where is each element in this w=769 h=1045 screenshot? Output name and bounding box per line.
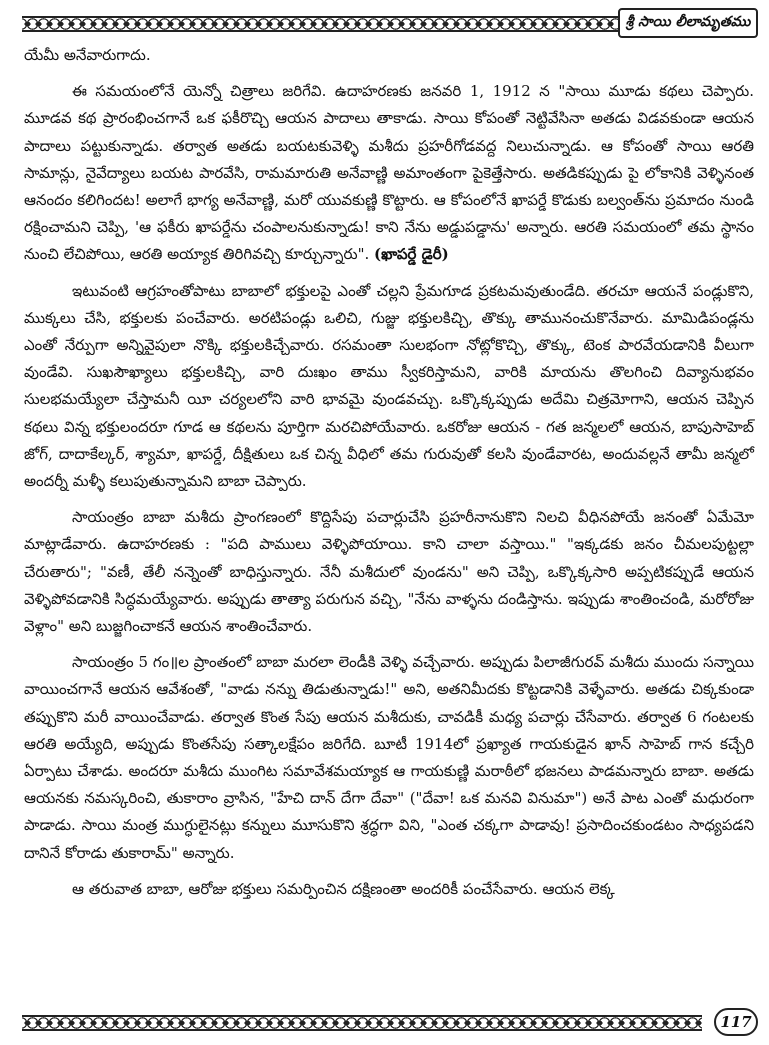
page-number: 117 — [714, 1008, 758, 1036]
header-ornament-border — [22, 16, 622, 32]
paragraph-6: ఆ తరువాత బాబా, ఆరోజు భక్తులు సమర్పించిన దక్షిణంతా అందరికీ పంచేసేవారు. ఆయన లెక్క — [72, 879, 615, 898]
footer-ornament-border — [22, 1015, 702, 1031]
paragraph-2 — [24, 78, 754, 268]
page-header — [22, 8, 758, 38]
paragraph-4: సాయంత్రం బాబా మశీదు ప్రాంగణంలో కొద్దిసేపు పచార్లుచేసి ప్రహరీనానుకొని నిలచి వీధినపోయే జనంతో ఏమేమో మాట్లాడేవారు. ఉదాహరణకు : "పది పాములు వెళ్ళిపోయాయి. కాని చాలా వస్తాయి." "ఇక్కడకు జనం చీమలపుట్టల్లా చేరుతారు"; "వణీ, తేలీ నన్నెంతో బాధిస్తున్నారు. నేనీ మశీదులో వుండను" అని చెప్పి, ఒక్కొక్కసారి అప్పటికప్పుడే ఆయన వెళ్ళిపోవడానికి సిద్ధమయ్యేవారు. అప్పుడు తాత్యా పరుగున వచ్చి, "నేను వాళ్ళను దండిస్తాను. ఇప్పుడు శాంతించండి, మరోరోజు వెళ్లాం" అని బుజ్జగించాకనే ఆయన శాంతించేవారు. — [24, 508, 754, 636]
paragraph-5: సాయంత్రం 5 గం॥ల ప్రాంతంలో బాబా మరలా లెండీకి వెళ్ళి వచ్చేవారు. అప్పుడు పిలాజీగురవ్ మశీదు ముందు సన్నాయి వాయించగానే ఆయన ఆవేశంతో, "వాడు నన్ను తిడుతున్నాడు!" అని, అతనిమీదకు కొట్టడానికి వెళ్ళేవారు. అతడు చిక్కకుండా తప్పుకొని మరీ వాయించేవాడు. తర్వాత కొంత సేపు ఆయన మశీదుకు, చావడికీ మధ్య పచార్లు చేసేవారు. తర్వాత 6 గంటలకు ఆరతి అయ్యేది, అప్పుడు కొంతసేపు సత్కాలక్షేపం జరిగేది. బూటీ 1914లో ప్రఖ్యాత గాయకుడైన ఖాన్ సాహెబ్ గాన కచ్చేరి ఏర్పాటు చేశాడు. అందరూ మశీదు ముంగిట సమావేశమయ్యాక ఆ గాయకుణ్ణి మరాఠీలో భజనలు పాడమన్నారు బాబా. అతడు ఆయనకు నమస్కరించి, తుకారాం వ్రాసిన, "హేచి దాన్ దేగా దేవా" ("దేవా! ఒక మనవి వినుమా") అనే పాట ఎంతో మధురంగా పాడాడు. సాయి మంత్ర ముగ్ధులైనట్లు కన్నులు మూసుకొని శ్రద్ధగా విని, "ఎంత చక్కగా పాడావు! ప్రసాదించకుండటం సాధ్యపడని దానినే కోరాడు తుకారామ్" అన్నారు. — [24, 653, 754, 862]
page-footer — [22, 1008, 758, 1038]
paragraph-1: యేమీ అనేవారుగాదు. — [24, 46, 151, 64]
paragraph-2-text: ఈ సమయంలోనే యెన్నో చిత్రాలు జరిగేవి. ఉదాహరణకు జనవరి 1, 1912 న "సాయి మూడు కథలు చెప్పారు. మూడవ కథ ప్రారంభించగానే ఒక ఫకీరొచ్చి ఆయన పాదాలు తాకాడు. సాయి కోపంతో నెట్టివేసినా అతడు విడవకుండా ఆయన పాదాలు పట్టుకున్నాడు. తర్వాత అతడు బయటకువెళ్ళి మశీదు ప్రహరీగోడవద్ద నిలుచున్నాడు. ఆ కోపంతో సాయి ఆరతి సామాన్లు, నైవేద్యాలు బయట పారవేసి, రామమారుతి అనేవాణ్ణి అమాంతంగా పైకెత్తేసారు. అతడికప్పుడు పై లోకానికి వెళ్ళినంత ఆనందం కలిగిందట! అలాగే భాగ్య అనేవాణ్ణి, మరో యువకుణ్ణి కొట్టారు. ఆ కోపంలోనే ఖాపర్డే కొడుకు బల్వంత్‌ను ప్రమాదం నుండి రక్షించామని చెప్పి, 'ఆ ఫకీరు ఖాపర్డేను చంపాలనుకున్నాడు! కాని నేను అడ్డుపడ్డాను' అన్నారు. ఆరతి సమయంలో తమ స్థానం నుంచి లేచిపోయి, ఆరతి అయ్యాక తిరిగివచ్చి కూర్చున్నారు". — [24, 82, 754, 264]
diary-citation: (ఖాపర్డే డైరీ) — [374, 245, 449, 264]
running-title: శ్రీ సాయి లీలామృతము — [618, 8, 758, 38]
page-body — [24, 42, 754, 912]
paragraph-3: ఇటువంటి ఆగ్రహంతోపాటు బాబాలో భక్తులపై ఎంతో చల్లని ప్రేమగూడ ప్రకటమవుతుండేది. తరచూ ఆయనే పండ్లుకొని, ముక్కలు చేసి, భక్తులకు పంచేవారు. అరటిపండ్లు ఒలిచి, గుజ్జు భక్తులకిచ్చి, తొక్కు తామునంచుకొనేవారు. మామిడిపండ్లను ఎంతో నేర్పుగా అన్నివైపులా నొక్కి భక్తులకిచ్చేవారు. రసమంతా సులభంగా నోట్లోకొచ్చి, తొక్కు, టెంక పారవేయడానికి వీలుగా వుండేవి. సుఖసౌఖ్యాలు భక్తులకిచ్చి, వారి దుఃఖం తాము స్వీకరిస్తామని, వారికి మాయను తొలగించి దివ్యానుభవం సులభమయ్యేలా చేస్తామనీ యీ చర్యలలోని వారి భావమై వుండవచ్చు. ఒక్కొక్కప్పుడు అదేమి చిత్రమోగాని, ఆయన చెప్పిన కథలు విన్న భక్తులందరూ గూడ ఆ కథలను పూర్తిగా మరచిపోయేవారు. ఒకరోజు ఆయన - గత జన్మలలో ఆయన, బాపుసాహెబ్ జోగ్, దాదాకేల్కర్, శ్యామా, ఖాపర్డే, దీక్షితులు ఒక చిన్న వీధిలో తమ గురువుతో కలసి వుండేవారట, అందువల్లనే తామీ జన్మలో అందర్నీ మళ్ళీ కలుపుతున్నామని బాబా చెప్పారు. — [24, 281, 754, 491]
